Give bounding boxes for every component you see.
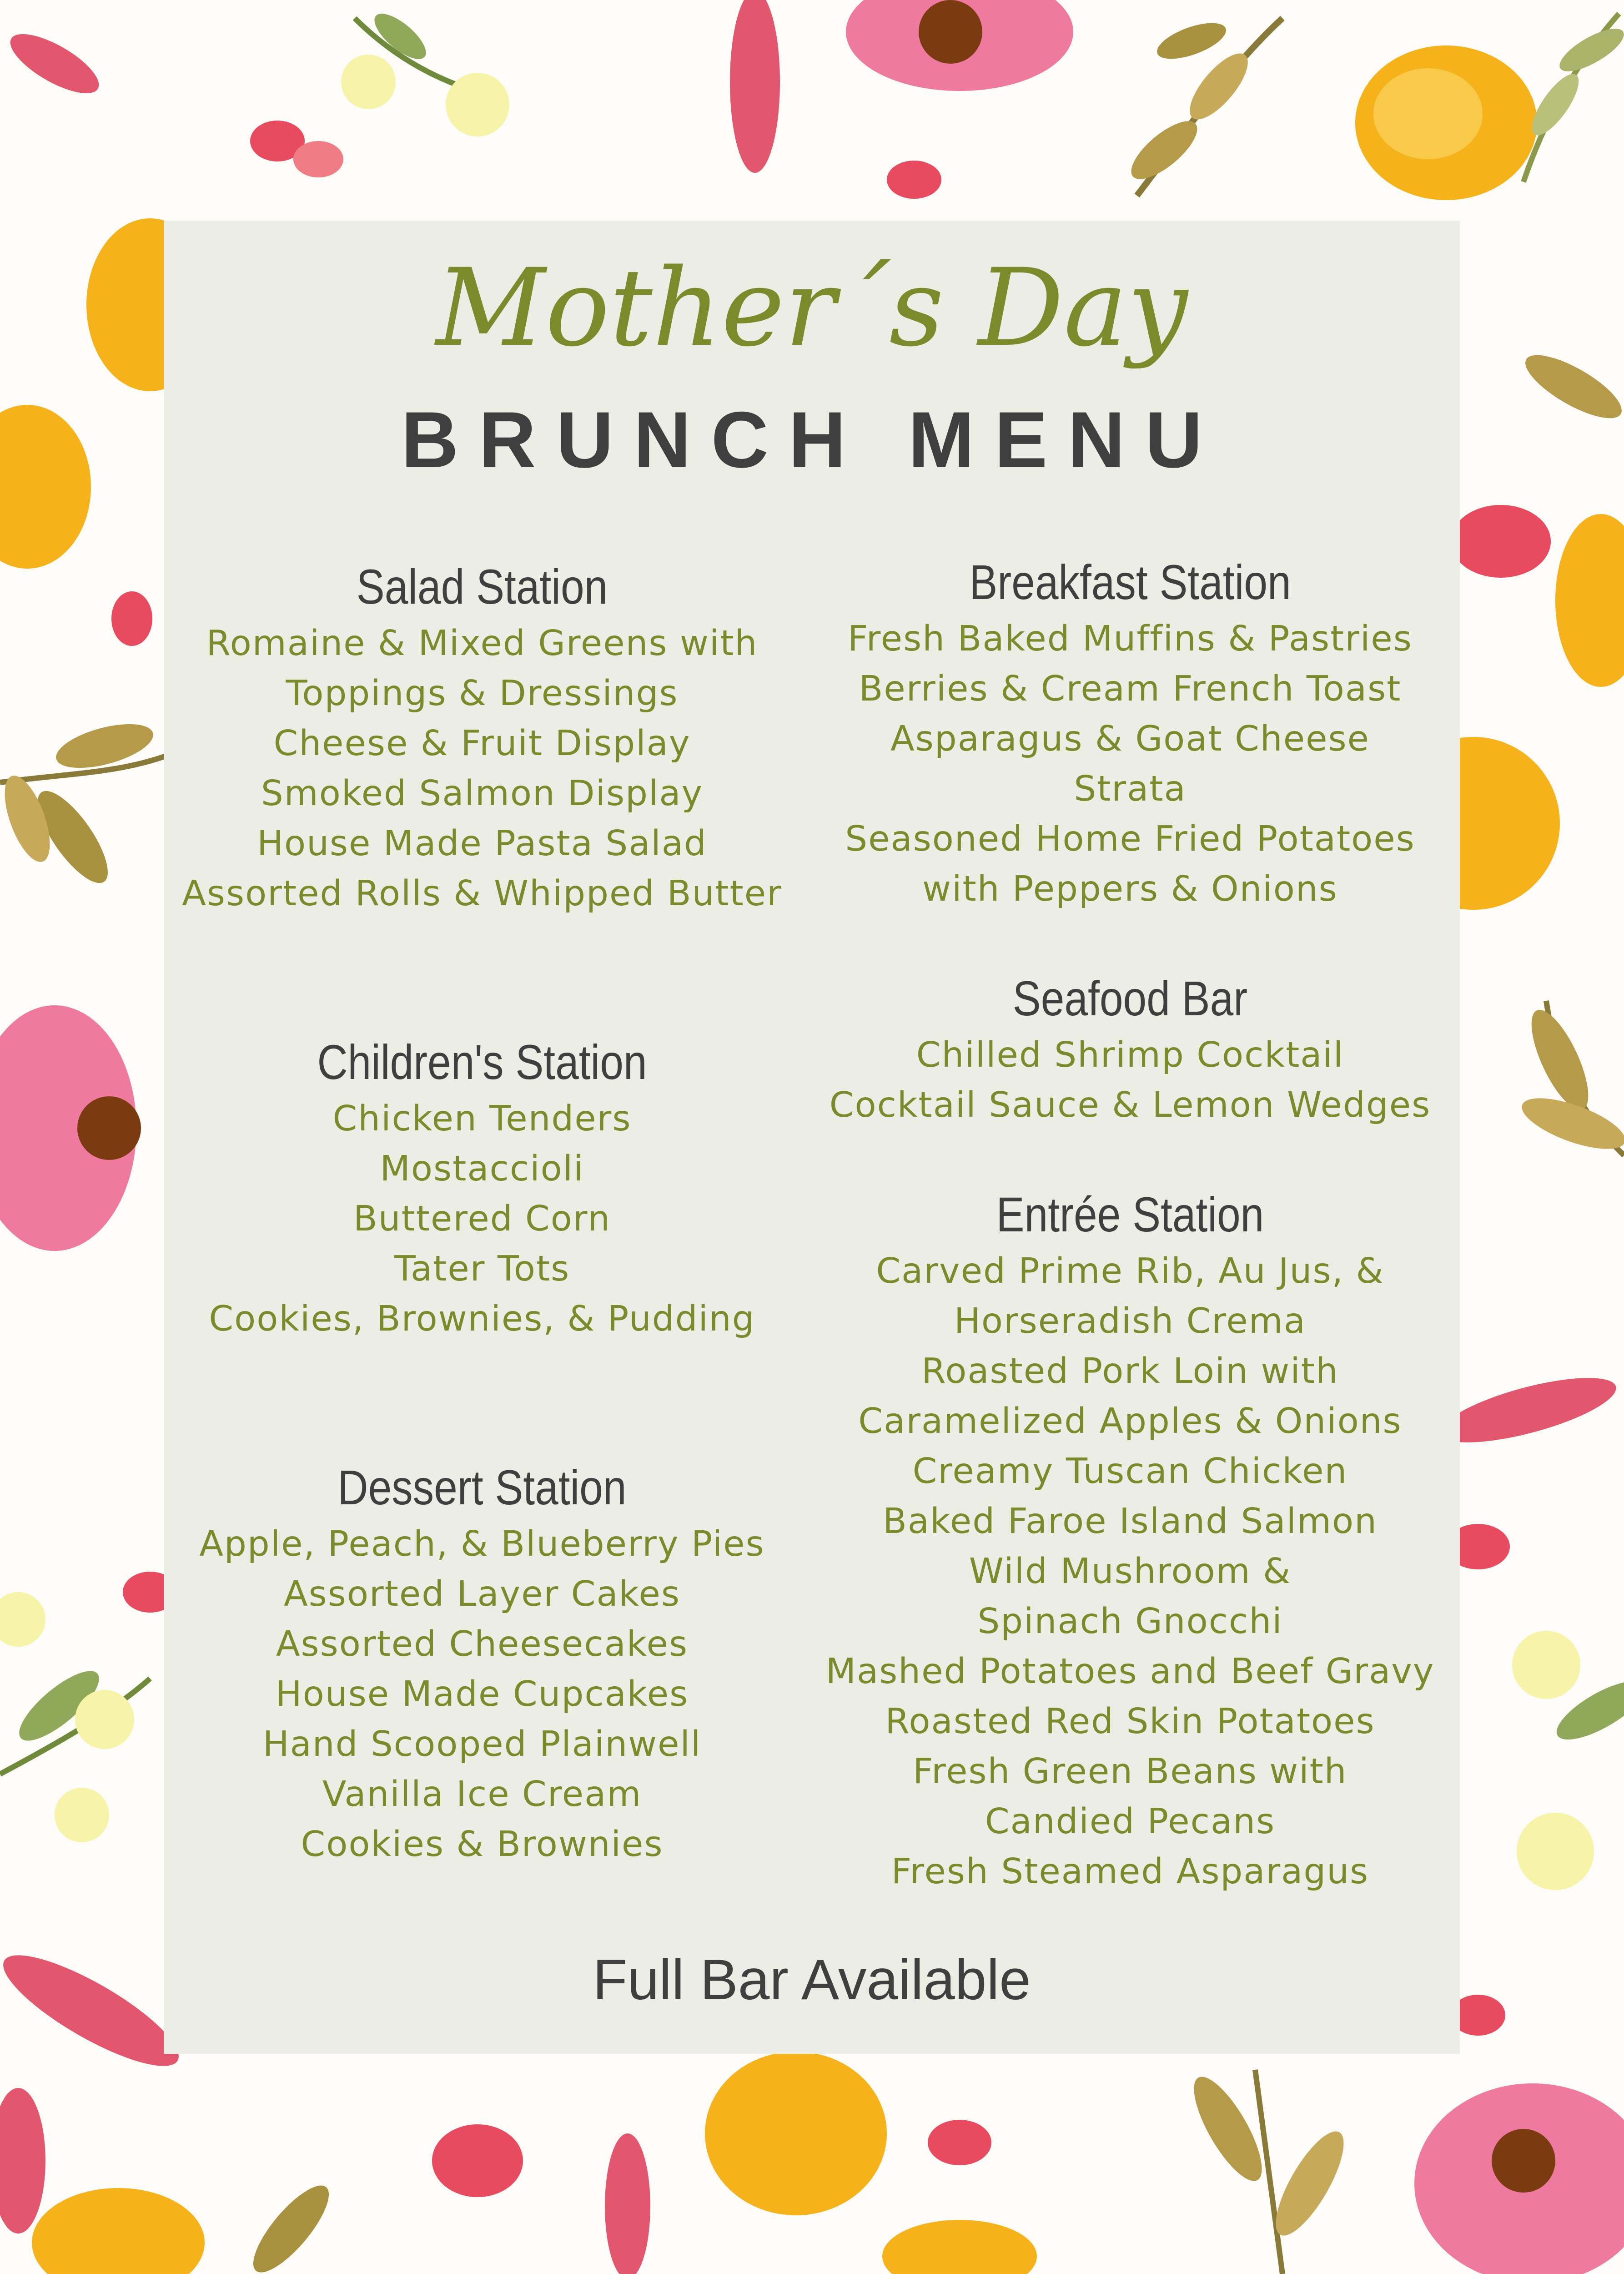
full-bar-note: Full Bar Available — [593, 1948, 1031, 2012]
menu-item: Carved Prime Rib, Au Jus, & — [876, 1251, 1384, 1291]
pink-blossom-icon — [0, 1937, 191, 2234]
leaf-branch-icon — [1512, 1631, 1624, 1890]
pink-blossom-icon — [1434, 1365, 1622, 1456]
menu-item: Caramelized Apples & Onions — [858, 1401, 1402, 1442]
menu-item: Horseradish Crema — [954, 1301, 1306, 1341]
menu-item: Creamy Tuscan Chicken — [912, 1451, 1348, 1492]
breakfast-station — [814, 550, 1446, 914]
menu-item: Baked Faroe Island Salmon — [883, 1501, 1378, 1542]
leaf-branch-icon — [0, 1592, 150, 1842]
menu-item: Hand Scooped Plainwell — [262, 1724, 702, 1765]
butterfly-icon — [1446, 505, 1551, 2036]
item-list — [814, 1030, 1446, 1130]
menu-item: Assorted Rolls & Whipped Butter — [182, 873, 782, 914]
menu-item: Mashed Potatoes and Beef Gravy — [825, 1651, 1435, 1692]
menu-item: Seasoned Home Fried Potatoes — [845, 819, 1415, 859]
menu-item: Wild Mushroom & — [969, 1551, 1292, 1592]
leaf-branch-icon — [1123, 15, 1282, 196]
yellow-flower-icon — [32, 2052, 1037, 2274]
section-title: Breakfast Station — [969, 555, 1291, 610]
menu-item: Assorted Cheesecakes — [276, 1624, 689, 1664]
menu-item: Buttered Corn — [353, 1199, 611, 1239]
leaf-branch-icon — [1523, 14, 1624, 182]
yellow-flower-icon — [1355, 45, 1537, 200]
seafood-bar — [814, 967, 1446, 1130]
menu-item: Strata — [1074, 769, 1187, 809]
menu-item: Smoked Salmon Display — [261, 773, 704, 814]
pink-flower-icon — [0, 1005, 141, 1251]
item-list — [168, 1094, 796, 1344]
menu-item: Asparagus & Goat Cheese — [890, 719, 1370, 759]
section-title: Salad Station — [356, 559, 608, 614]
salad-station — [168, 555, 796, 919]
leaf-branch-icon — [0, 716, 168, 892]
dessert-station — [168, 1456, 796, 1870]
menu-item: Fresh Baked Muffins & Pastries — [848, 619, 1413, 659]
menu-item: Roasted Red Skin Potatoes — [885, 1701, 1375, 1742]
menu-item: Assorted Layer Cakes — [283, 1574, 681, 1614]
menu-item: Mostaccioli — [380, 1149, 584, 1189]
section-title: Children's Station — [317, 1034, 647, 1089]
menu-item: Fresh Steamed Asparagus — [891, 1851, 1369, 1892]
menu-item: Roasted Pork Loin with — [921, 1351, 1339, 1392]
entree-station — [814, 1183, 1446, 1897]
menu-item: Candied Pecans — [985, 1801, 1276, 1842]
leaf-branch-icon — [1516, 343, 1624, 1159]
menu-item: Chicken Tenders — [332, 1099, 632, 1139]
script-title: Mother´s Day — [436, 246, 1188, 370]
menu-item: with Peppers & Onions — [922, 869, 1338, 909]
item-list — [814, 1246, 1446, 1897]
menu-item: House Made Pasta Salad — [257, 823, 707, 864]
section-title: Entrée Station — [996, 1187, 1264, 1242]
menu-item: Apple, Peach, & Blueberry Pies — [199, 1524, 765, 1564]
menu-item: Cheese & Fruit Display — [273, 723, 691, 764]
item-list — [814, 614, 1446, 914]
menu-item: Romaine & Mixed Greens with — [206, 623, 758, 664]
menu-item: Chilled Shrimp Cocktail — [916, 1035, 1344, 1075]
pink-flower-icon — [846, 0, 1073, 91]
menu-item: House Made Cupcakes — [275, 1674, 689, 1714]
menu-item: Toppings & Dressings — [286, 673, 679, 714]
section-title: Seafood Bar — [1012, 971, 1248, 1026]
menu-item: Spinach Gnocchi — [977, 1601, 1283, 1642]
menu-item: Cookies & Brownies — [301, 1824, 664, 1865]
leaf-branch-icon — [341, 6, 509, 136]
childrens-station — [168, 1030, 796, 1344]
butterfly-icon — [250, 121, 941, 199]
menu-item: Tater Tots — [394, 1249, 570, 1289]
menu-item: Cocktail Sauce & Lemon Wedges — [829, 1085, 1431, 1125]
item-list — [168, 619, 796, 919]
pink-flower-icon — [1414, 2083, 1624, 2274]
menu-item: Cookies, Brownies, & Pudding — [209, 1299, 755, 1339]
main-title: BRUNCH MENU — [401, 396, 1223, 484]
section-title: Dessert Station — [337, 1460, 627, 1515]
item-list — [168, 1519, 796, 1870]
menu-item: Vanilla Ice Cream — [322, 1774, 642, 1815]
menu-item: Berries & Cream French Toast — [859, 669, 1402, 709]
menu-item: Fresh Green Beans with — [913, 1751, 1347, 1792]
